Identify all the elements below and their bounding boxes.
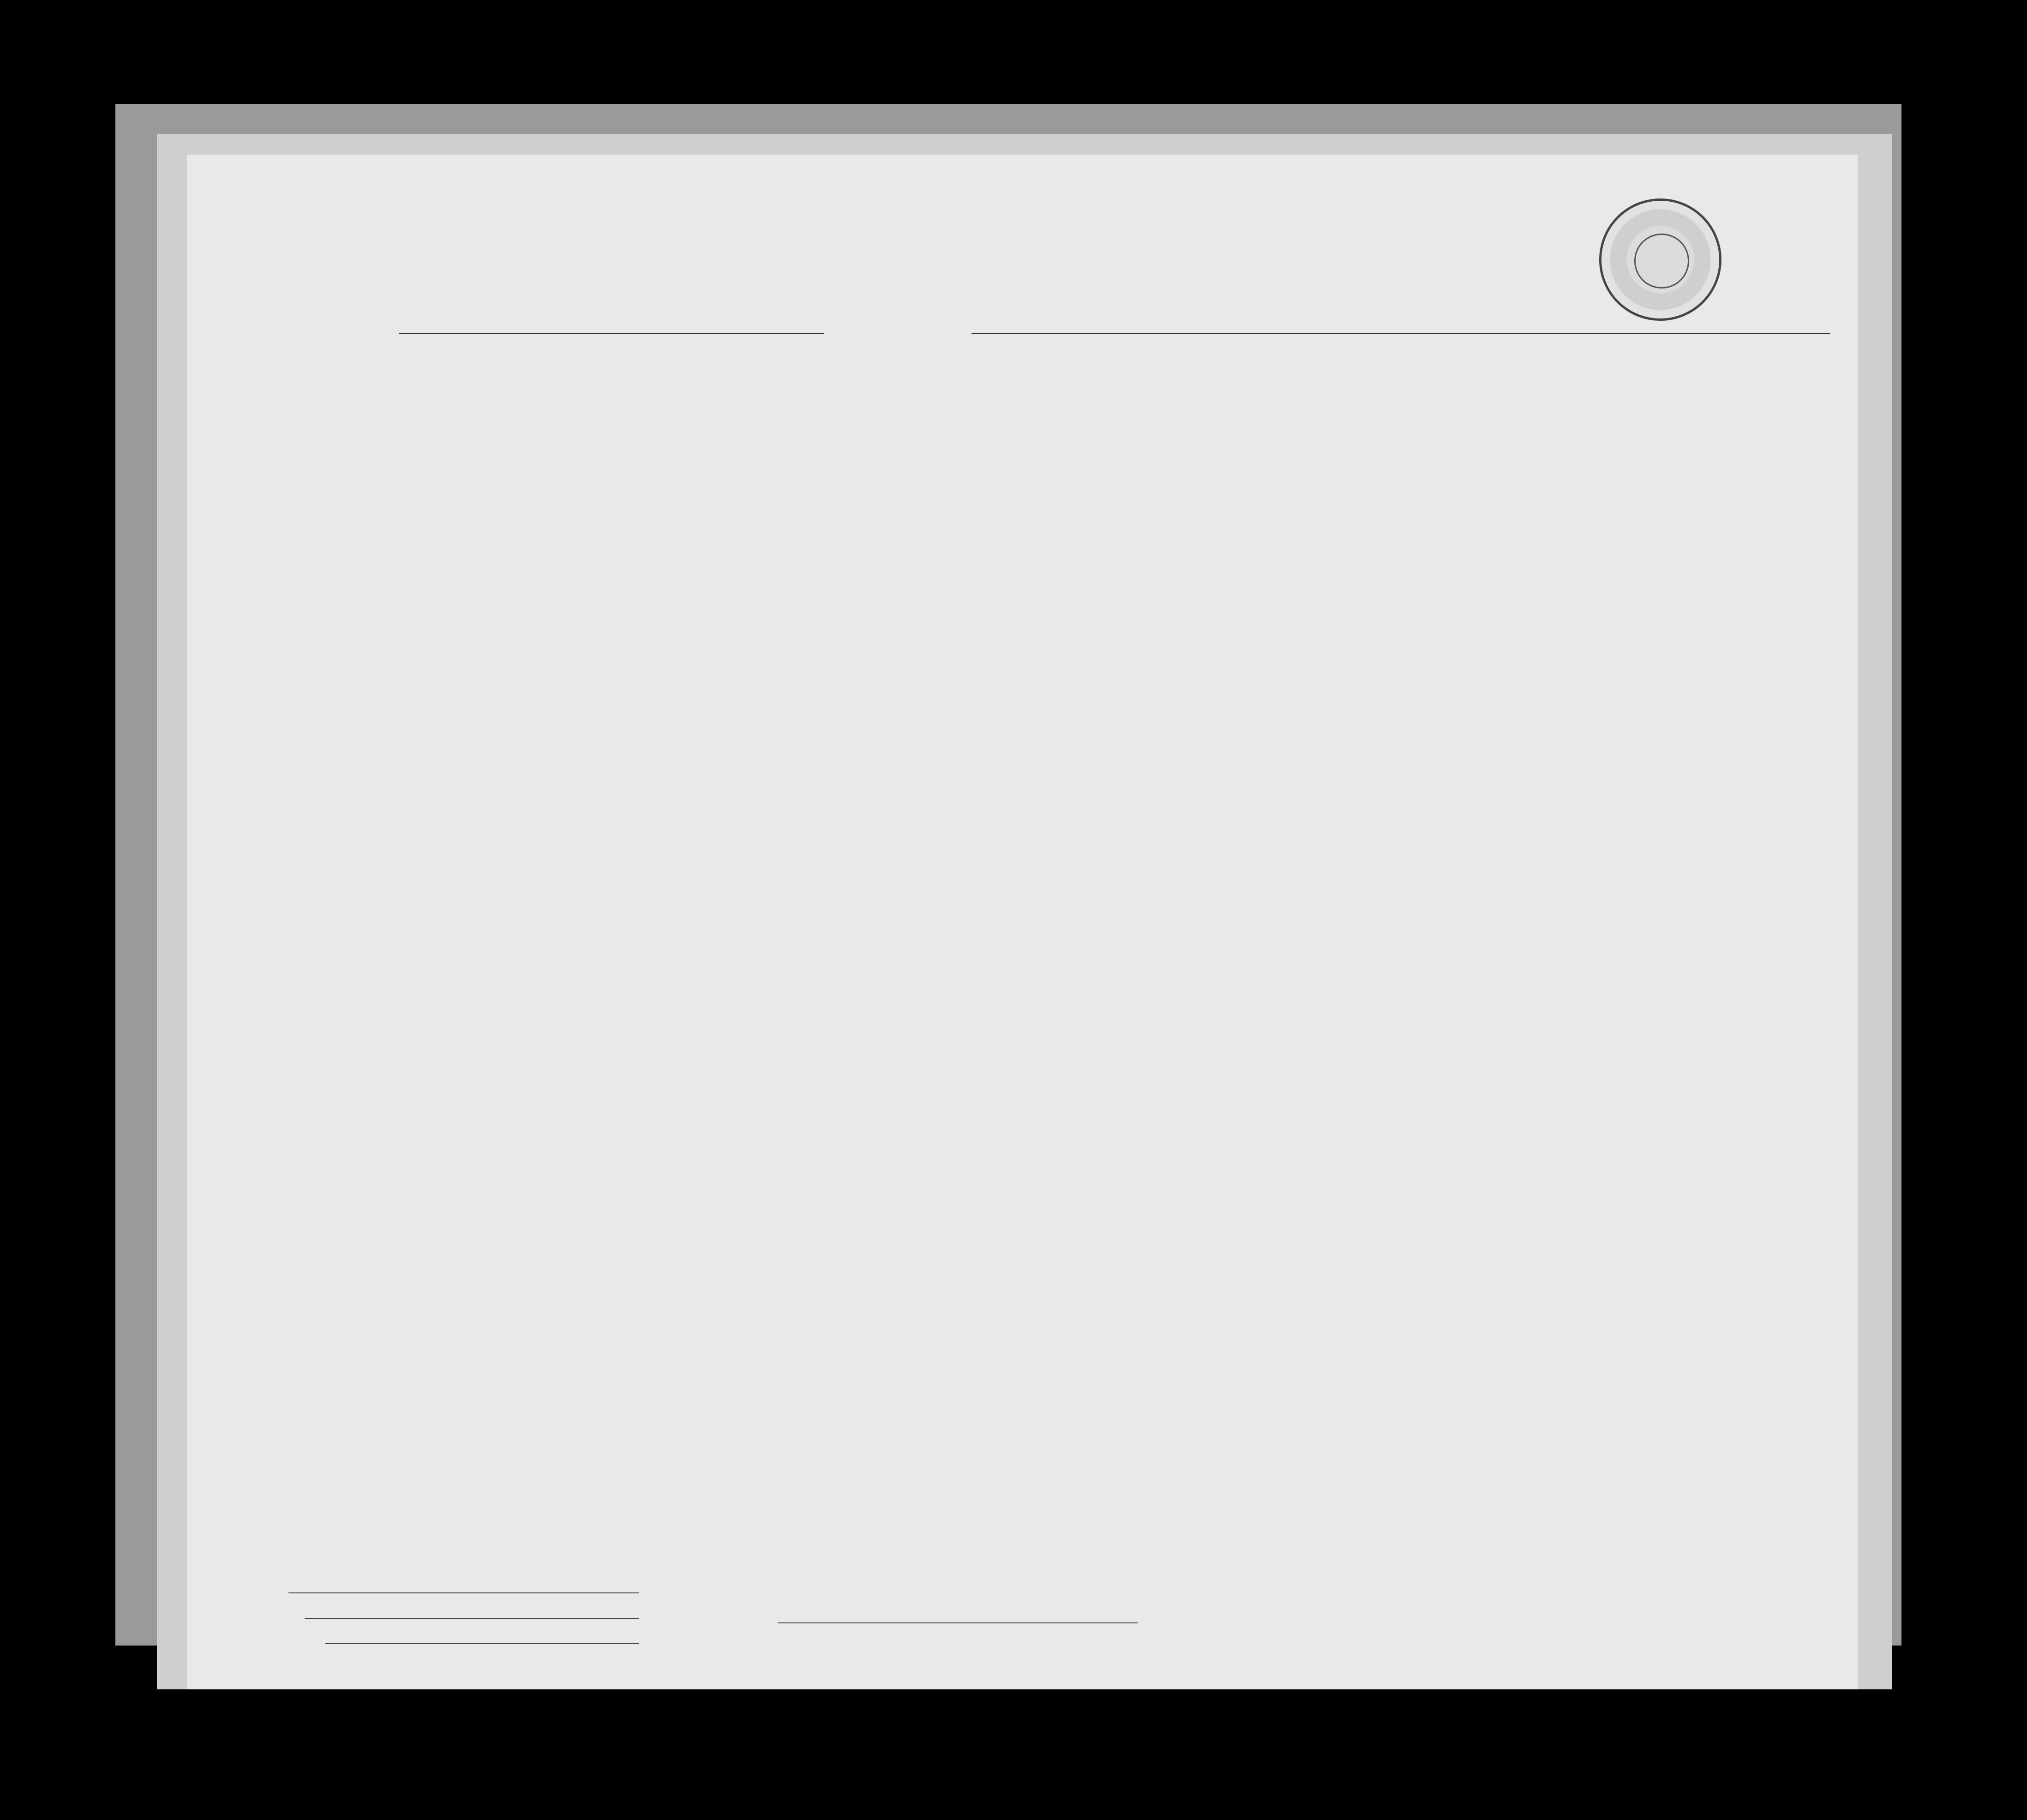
inspector-line bbox=[778, 1622, 1138, 1623]
consulate-seal bbox=[1599, 198, 1721, 321]
owners-field bbox=[305, 1618, 639, 1619]
agents-field bbox=[325, 1643, 639, 1644]
line-field bbox=[288, 1592, 639, 1593]
manifest-table bbox=[268, 342, 1855, 1539]
vessel-name-underline bbox=[399, 333, 824, 334]
arriving-underline bbox=[972, 333, 1553, 334]
vessel-line bbox=[330, 314, 1867, 334]
manifest-page bbox=[187, 155, 1858, 1689]
from-port-underline bbox=[1539, 333, 1830, 334]
